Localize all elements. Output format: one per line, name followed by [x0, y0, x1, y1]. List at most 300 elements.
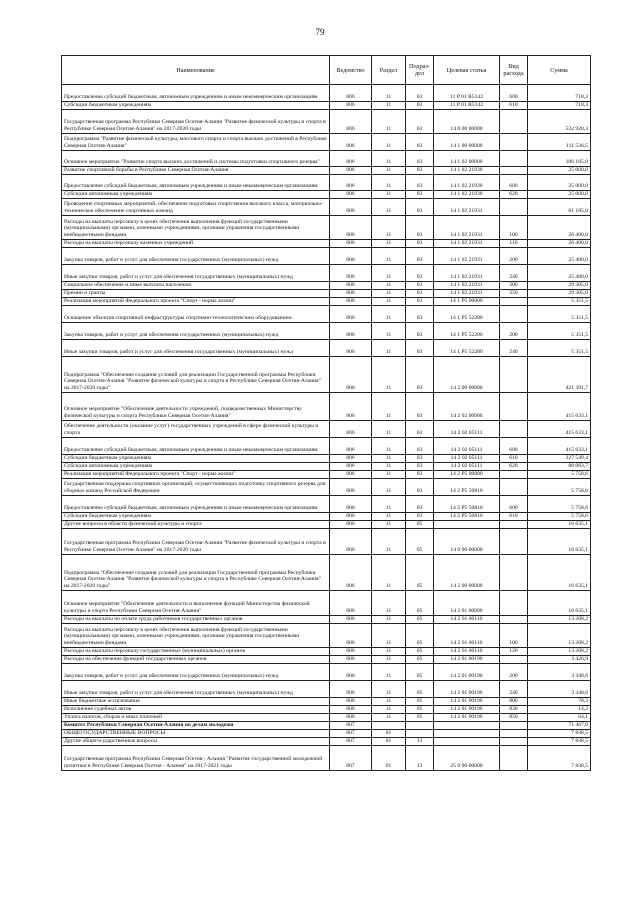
row-target: 14 2 01 00190 [434, 656, 500, 664]
table-row [62, 248, 591, 265]
row-amount: 13 208,2 [528, 616, 591, 624]
row-name: Расходы на выплаты персоналу в целях обеспечения выполнения функций государственными (муниципальными) органами, казенными учреждениями, органами управления государственными внебюджетными фондами [62, 216, 330, 240]
row-name: Предоставление субсидий бюджетным, автономным учреждениям и иным некоммерческим организациям [62, 175, 330, 191]
row-ministry: 806 [330, 664, 372, 681]
row-name: Закупка товаров, работ и услуг для обеспечения государственных (муниципальных) нужд [62, 664, 330, 681]
table-row [62, 513, 591, 521]
row-name: ОБЩЕГОСУДАРСТВЕННЫЕ ВОПРОСЫ [62, 730, 330, 738]
row-name: Проведение спортивных мероприятий, обеспечение подготовки спортсменов высокого класса, материально-техническое обеспечение спортивных команд [62, 199, 330, 216]
row-target: 14 1 P5 52280 [434, 340, 500, 357]
header-subsection: Подраз-дел [406, 56, 434, 85]
row-expense-type: 240 [500, 340, 528, 357]
row-target: 14 1 02 00000 [434, 151, 500, 167]
table-row [62, 85, 591, 102]
row-section: 11 [372, 529, 406, 555]
row-ministry: 806 [330, 290, 372, 298]
row-expense-type: 100 [500, 216, 528, 240]
row-expense-type: 200 [500, 323, 528, 340]
row-section: 01 [372, 730, 406, 738]
row-name: Расходы на выплаты персоналу государственных (муниципальных) органов [62, 648, 330, 656]
row-expense-type [500, 134, 528, 151]
table-body [62, 85, 591, 771]
row-ministry: 806 [330, 648, 372, 656]
row-target: 14 2 00 00000 [434, 357, 500, 393]
row-subsection: 13 [406, 746, 434, 771]
row-expense-type: 200 [500, 664, 528, 681]
row-amount: 64,1 [528, 714, 591, 722]
row-section: 11 [372, 521, 406, 529]
table-row [62, 681, 591, 698]
row-expense-type: 110 [500, 240, 528, 248]
header-name: Наименование [62, 56, 330, 85]
row-ministry: 806 [330, 282, 372, 290]
row-expense-type [500, 616, 528, 624]
row-subsection: 03 [406, 496, 434, 513]
row-subsection: 03 [406, 513, 434, 521]
row-name: Иные закупки товаров, работ и услуг для обеспечения государственных (муниципальных) нужд [62, 681, 330, 698]
row-name: Подпрограмма "Развитие физической культуры, массового спорта и спорта высших достижений в Республике Северная Осетия-Алания" [62, 134, 330, 151]
row-amount: 415 633,1 [528, 421, 591, 438]
row-subsection: 03 [406, 240, 434, 248]
row-name: Реализация мероприятий Федерального проекта "Спорт - норма жизни" [62, 298, 330, 306]
row-target: 25 0 00 00000 [434, 746, 500, 771]
row-ministry: 806 [330, 167, 372, 175]
table-row [62, 421, 591, 438]
row-name: Иные бюджетные ассигнования [62, 698, 330, 706]
table-row [62, 357, 591, 393]
row-subsection: 03 [406, 438, 434, 455]
row-amount: 5 758,6 [528, 479, 591, 496]
row-ministry: 807 [330, 722, 372, 730]
row-name: Государственная программа Республики Северная Осетия-Алания "Развитие физической культуры и спорта в Республике Северная Осетия-Алания" на 2017-2020 годы [62, 529, 330, 555]
row-section: 11 [372, 513, 406, 521]
row-ministry: 806 [330, 656, 372, 664]
row-expense-type: 830 [500, 706, 528, 714]
row-amount: 3 348,6 [528, 681, 591, 698]
row-amount: 16 635,1 [528, 521, 591, 529]
row-section: 11 [372, 290, 406, 298]
row-subsection: 03 [406, 421, 434, 438]
row-amount: 78,3 [528, 698, 591, 706]
row-target: 14 2 02 05111 [434, 438, 500, 455]
table-row [62, 616, 591, 624]
row-amount: 718,3 [528, 102, 591, 110]
table-row [62, 479, 591, 496]
row-ministry: 806 [330, 134, 372, 151]
row-amount: 71 467,6 [528, 722, 591, 730]
row-subsection: 03 [406, 290, 434, 298]
row-expense-type [500, 357, 528, 393]
row-subsection: 03 [406, 393, 434, 421]
row-target: 14 2 01 00000 [434, 591, 500, 616]
row-name: Субсидии бюджетным учреждениям [62, 513, 330, 521]
row-ministry: 806 [330, 240, 372, 248]
row-amount: 3 426,9 [528, 656, 591, 664]
row-section: 01 [372, 738, 406, 746]
row-name: Закупка товаров, работ и услуг для обеспечения государственных (муниципальных) нужд [62, 248, 330, 265]
table-row [62, 298, 591, 306]
row-expense-type [500, 722, 528, 730]
row-ministry: 806 [330, 438, 372, 455]
table-row [62, 290, 591, 298]
row-name: Предоставление субсидий бюджетным, автономным учреждениям и иным некоммерческим организациям [62, 438, 330, 455]
row-section: 11 [372, 167, 406, 175]
row-target: 14 2 02 05111 [434, 421, 500, 438]
row-target [434, 722, 500, 730]
table-header-row [62, 56, 591, 85]
row-subsection: 05 [406, 521, 434, 529]
table-row [62, 323, 591, 340]
row-subsection [406, 722, 434, 730]
row-name: Субсидии автономным учреждениям [62, 463, 330, 471]
table-row [62, 265, 591, 282]
row-name: Оснащение объектов спортивной инфраструктуры спортивно-технологическим оборудованием [62, 306, 330, 323]
row-section: 11 [372, 496, 406, 513]
row-subsection: 03 [406, 479, 434, 496]
row-ministry: 806 [330, 471, 372, 479]
row-ministry: 806 [330, 616, 372, 624]
row-name: Иные закупки товаров, работ и услуг для обеспечения государственных (муниципальных) нужд [62, 340, 330, 357]
row-amount: 5 351,5 [528, 298, 591, 306]
row-section: 11 [372, 240, 406, 248]
row-expense-type [500, 393, 528, 421]
row-ministry: 806 [330, 706, 372, 714]
row-name: Подпрограмма "Обеспечение создания условий для реализации Государственной программы Республики Северная Осетия-Алания "Развитие физической культуры и спорта в Республике Северная Осетия-Алания" на 2017-2020 годы" [62, 555, 330, 591]
row-section [372, 722, 406, 730]
row-section: 11 [372, 471, 406, 479]
row-target [434, 730, 500, 738]
row-amount: 106 185,0 [528, 151, 591, 167]
row-subsection: 03 [406, 175, 434, 191]
row-ministry: 806 [330, 393, 372, 421]
row-expense-type [500, 738, 528, 746]
row-subsection: 05 [406, 706, 434, 714]
row-ministry: 806 [330, 714, 372, 722]
row-subsection: 05 [406, 698, 434, 706]
row-expense-type [500, 746, 528, 771]
row-section: 11 [372, 248, 406, 265]
row-expense-type: 100 [500, 624, 528, 648]
row-ministry: 806 [330, 479, 372, 496]
table-row [62, 167, 591, 175]
row-name: Комитет Республики Северная Осетия-Алания по делам молодежи [62, 722, 330, 730]
row-expense-type [500, 110, 528, 134]
row-amount: 16 635,1 [528, 529, 591, 555]
row-subsection: 05 [406, 664, 434, 681]
row-amount: 5 351,5 [528, 306, 591, 323]
table-row [62, 191, 591, 199]
row-name: Основное мероприятие "Развитие спорта высших достижений и системы подготовки спортивного резерва" [62, 151, 330, 167]
row-subsection: 03 [406, 167, 434, 175]
row-name: Предоставление субсидий бюджетным, автономным учреждениям и иным некоммерческим организациям [62, 85, 330, 102]
row-section: 11 [372, 102, 406, 110]
row-expense-type: 600 [500, 85, 528, 102]
row-amount: 16 635,1 [528, 591, 591, 616]
row-expense-type: 620 [500, 463, 528, 471]
row-ministry: 806 [330, 306, 372, 323]
table-row [62, 455, 591, 463]
row-expense-type: 850 [500, 714, 528, 722]
row-section: 11 [372, 306, 406, 323]
row-amount: 13 208,2 [528, 624, 591, 648]
row-name: Государственная программа Республики Северная Осетия - Алания "Развитие государственной молодежной политики в Республике Северная Осетия - Алания" на 2017-2021 годы [62, 746, 330, 771]
row-name: Расходы на обеспечение функций государственных органов [62, 656, 330, 664]
row-subsection: 03 [406, 471, 434, 479]
row-amount: 415 633,1 [528, 393, 591, 421]
header-target: Целевая статья [434, 56, 500, 85]
table-row [62, 714, 591, 722]
row-target: 14 1 02 21930 [434, 167, 500, 175]
table-row [62, 746, 591, 771]
row-expense-type [500, 591, 528, 616]
row-name: Обеспечение деятельности (оказание услуг) государственных учреждений в сфере физической культуры и спорта [62, 421, 330, 438]
row-amount: 111 536,5 [528, 134, 591, 151]
row-name: Премии и гранты [62, 290, 330, 298]
table-row [62, 656, 591, 664]
row-target [434, 521, 500, 529]
row-target: 14 1 P5 00000 [434, 298, 500, 306]
row-target: 14 2 01 00190 [434, 706, 500, 714]
row-subsection: 05 [406, 616, 434, 624]
row-amount: 327 549,4 [528, 455, 591, 463]
row-section: 11 [372, 463, 406, 471]
table-row [62, 240, 591, 248]
table-row [62, 706, 591, 714]
table-row [62, 521, 591, 529]
row-section: 11 [372, 175, 406, 191]
row-expense-type [500, 555, 528, 591]
table-row [62, 555, 591, 591]
row-section: 11 [372, 681, 406, 698]
row-name: Закупка товаров, работ и услуг для обеспечения государственных (муниципальных) нужд [62, 323, 330, 340]
table-row [62, 340, 591, 357]
row-ministry: 806 [330, 591, 372, 616]
row-amount: 5 351,5 [528, 323, 591, 340]
row-name: Основное мероприятие "Обеспечение деятельности и выполнение функций Министерства физической культуры и спорта Республики Северная Осетия-Алания" [62, 591, 330, 616]
row-target: 14 2 01 00110 [434, 648, 500, 656]
row-target: 14 2 P5 50810 [434, 513, 500, 521]
row-subsection: 03 [406, 248, 434, 265]
row-amount: 25 480,0 [528, 248, 591, 265]
row-subsection: 03 [406, 110, 434, 134]
row-target: 14 1 02 21930 [434, 191, 500, 199]
row-subsection: 05 [406, 529, 434, 555]
row-ministry: 806 [330, 681, 372, 698]
row-ministry: 807 [330, 730, 372, 738]
row-section: 11 [372, 648, 406, 656]
row-amount: 7 838,5 [528, 738, 591, 746]
row-amount: 25 000,0 [528, 167, 591, 175]
row-target [434, 738, 500, 746]
page-number: 79 [315, 27, 325, 37]
row-target: 14 2 02 05111 [434, 455, 500, 463]
table-row [62, 648, 591, 656]
row-target: 14 1 02 21931 [434, 248, 500, 265]
row-subsection: 03 [406, 340, 434, 357]
row-section: 11 [372, 340, 406, 357]
row-ministry: 806 [330, 85, 372, 102]
row-section: 11 [372, 421, 406, 438]
row-name: Государственная программа Республики Северная Осетия-Алания "Развитие физической культуры и спорта в Республике Северная Осетия-Алания" на 2017-2020 годы [62, 110, 330, 134]
row-expense-type: 120 [500, 648, 528, 656]
row-ministry: 806 [330, 496, 372, 513]
row-target: 14 0 00 00000 [434, 110, 500, 134]
row-expense-type: 240 [500, 681, 528, 698]
row-amount: 7 838,5 [528, 746, 591, 771]
row-ministry: 806 [330, 357, 372, 393]
row-ministry: 806 [330, 323, 372, 340]
row-expense-type [500, 421, 528, 438]
row-expense-type [500, 306, 528, 323]
row-section: 11 [372, 298, 406, 306]
row-ministry: 806 [330, 175, 372, 191]
table-row [62, 722, 591, 730]
table-row [62, 102, 591, 110]
header-section: Раздел [372, 56, 406, 85]
table-row [62, 463, 591, 471]
row-amount: 81 185,0 [528, 199, 591, 216]
table-row [62, 698, 591, 706]
row-section: 11 [372, 393, 406, 421]
row-section: 11 [372, 656, 406, 664]
row-target: 14 2 01 00190 [434, 698, 500, 706]
row-subsection: 05 [406, 681, 434, 698]
row-subsection: 03 [406, 85, 434, 102]
row-amount: 5 758,6 [528, 496, 591, 513]
row-amount: 5 351,5 [528, 340, 591, 357]
row-subsection [406, 730, 434, 738]
row-subsection: 05 [406, 591, 434, 616]
row-target: 14 1 02 21930 [434, 175, 500, 191]
row-expense-type: 610 [500, 102, 528, 110]
row-subsection: 03 [406, 191, 434, 199]
row-target: 14 1 02 21931 [434, 240, 500, 248]
row-section: 11 [372, 664, 406, 681]
table-row [62, 624, 591, 648]
row-name: Социальное обеспечение и иные выплаты населению [62, 282, 330, 290]
row-section: 11 [372, 624, 406, 648]
row-amount: 29 305,0 [528, 282, 591, 290]
row-amount: 29 305,0 [528, 290, 591, 298]
row-subsection: 03 [406, 455, 434, 463]
row-ministry: 806 [330, 191, 372, 199]
row-section: 11 [372, 616, 406, 624]
table-row [62, 282, 591, 290]
row-ministry: 806 [330, 248, 372, 265]
table-row [62, 199, 591, 216]
row-target: 14 1 02 21931 [434, 290, 500, 298]
table-row [62, 134, 591, 151]
row-name: Подпрограмма "Обеспечение создания условий для реализации Государственной программы Республики Северная Осетия-Алания "Развитие физической культуры и спорта в Республике Северная Осетия-Алания" на 2017-2020 годы" [62, 357, 330, 393]
row-section: 11 [372, 479, 406, 496]
row-target: 14 1 00 00000 [434, 134, 500, 151]
row-section: 11 [372, 438, 406, 455]
row-expense-type [500, 167, 528, 175]
row-subsection: 03 [406, 216, 434, 240]
row-target: 14 1 P5 52280 [434, 306, 500, 323]
table-row [62, 664, 591, 681]
row-target: 14 2 01 00110 [434, 624, 500, 648]
row-ministry: 806 [330, 513, 372, 521]
row-section: 11 [372, 591, 406, 616]
row-amount: 421 391,7 [528, 357, 591, 393]
row-target: 14 2 02 05111 [434, 463, 500, 471]
row-amount: 5 758,6 [528, 513, 591, 521]
row-amount: 88 083,7 [528, 463, 591, 471]
row-ministry: 806 [330, 151, 372, 167]
row-expense-type [500, 730, 528, 738]
row-subsection: 03 [406, 463, 434, 471]
row-target: 14 2 P5 00000 [434, 471, 500, 479]
row-amount: 3 348,6 [528, 664, 591, 681]
row-section: 11 [372, 199, 406, 216]
row-name: Другие вопросы в области физической культуры и спорта [62, 521, 330, 529]
row-expense-type: 600 [500, 175, 528, 191]
row-subsection: 05 [406, 624, 434, 648]
row-name: Иные закупки товаров, работ и услуг для обеспечения государственных (муниципальных) нужд [62, 265, 330, 282]
row-ministry: 806 [330, 521, 372, 529]
row-subsection: 05 [406, 656, 434, 664]
row-expense-type: 300 [500, 282, 528, 290]
row-name: Исполнение судебных актов [62, 706, 330, 714]
row-section: 11 [372, 191, 406, 199]
row-subsection: 03 [406, 323, 434, 340]
row-amount: 532 928,3 [528, 110, 591, 134]
row-expense-type: 620 [500, 191, 528, 199]
row-target: 14 2 01 00190 [434, 714, 500, 722]
row-target: 14 2 01 00190 [434, 681, 500, 698]
row-amount: 26 400,0 [528, 240, 591, 248]
table-row [62, 175, 591, 191]
row-target: 14 1 02 21931 [434, 199, 500, 216]
row-amount: 16 635,1 [528, 555, 591, 591]
row-ministry: 806 [330, 455, 372, 463]
row-expense-type: 800 [500, 698, 528, 706]
row-subsection: 05 [406, 555, 434, 591]
row-subsection: 03 [406, 102, 434, 110]
budget-table [61, 55, 591, 771]
row-section: 11 [372, 85, 406, 102]
row-section: 11 [372, 151, 406, 167]
row-expense-type [500, 151, 528, 167]
row-name: Расходы на выплаты персоналу в целях обеспечения выполнения функций государственными (муниципальными) органами, казенными учреждениями, органами управления государственными внебюджетными фондами [62, 624, 330, 648]
row-ministry: 807 [330, 746, 372, 771]
row-ministry: 806 [330, 421, 372, 438]
row-ministry: 806 [330, 340, 372, 357]
row-expense-type [500, 656, 528, 664]
row-section: 11 [372, 110, 406, 134]
table-row [62, 471, 591, 479]
row-ministry: 806 [330, 624, 372, 648]
row-name: Субсидии бюджетным учреждениям [62, 455, 330, 463]
table-row [62, 730, 591, 738]
row-name: Уплата налогов, сборов и иных платежей [62, 714, 330, 722]
table-row [62, 393, 591, 421]
header-amount: Сумма [528, 56, 591, 85]
row-subsection: 03 [406, 282, 434, 290]
row-ministry: 806 [330, 265, 372, 282]
row-section: 11 [372, 134, 406, 151]
row-section: 11 [372, 455, 406, 463]
table-row [62, 306, 591, 323]
row-expense-type: 240 [500, 265, 528, 282]
row-target: 14 1 02 21931 [434, 216, 500, 240]
row-target: 11 P 01 R5142 [434, 85, 500, 102]
row-subsection: 05 [406, 714, 434, 722]
row-expense-type [500, 298, 528, 306]
row-section: 11 [372, 323, 406, 340]
row-amount: 25 000,0 [528, 175, 591, 191]
